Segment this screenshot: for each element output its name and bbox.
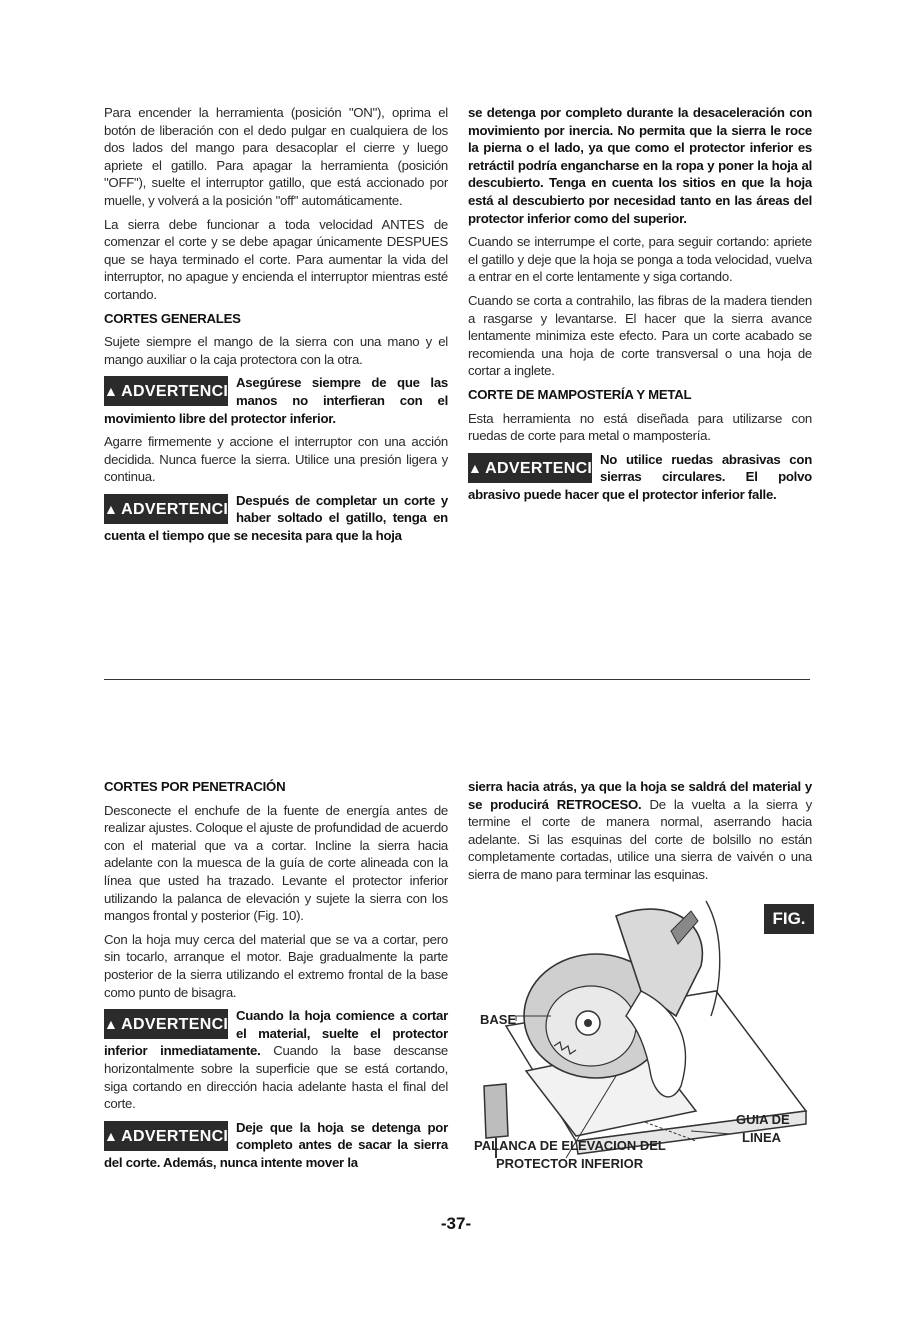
label-guide-line1: GUIA DE [736,1112,790,1127]
warning-badge: ▲ ADVERTENCIA [104,1121,228,1151]
top-right-column [468,104,812,509]
warning-hands-guard: ▲ ADVERTENCIA Asegúrese siempre de que las manos no interfieran con el movimiento libre del protector inferior. [104,375,448,426]
paragraph-disconnect: Desconecte el enchufe de la fuente de energía antes de realizar ajustes. Coloque el ajuste de profundidad de acuerdo con el material que va a cortar. Incline la sierra hacia adelante con la muesca de la guía de corte alineada con la línea que usted ha trazado. Levante el protector inferior utilizando la palanca de elevación y sujete la sierra con los mangos frontal y posterior (Fig. 10). [104,802,448,924]
label-lever-line2: PROTECTOR INFERIOR [496,1156,644,1171]
warning-abrasive-wheels: ▲ ADVERTENCIA No utilice ruedas abrasivas con sierras circulares. El polvo abrasivo puede hacer que el protector inferior falle. [468,451,812,502]
figure-10-plunge-cut [466,896,816,1186]
paragraph-blade-close: Con la hoja muy cerca del material que se va a cortar, pero sin tocarlo, arranque el motor. Baje gradualmente la parte posterior de la sierra utilizando el extremo frontal de la base como punto de bisagra. [104,931,448,1000]
warning-triangle-icon: ▲ [104,1016,119,1033]
bottom-right-column [468,778,812,890]
figure-badge: FIG. 10 [764,904,814,934]
warning-continuation: se detenga por completo durante la desaceleración con movimiento por inercia. No permita que la sierra le roce la pierna o el lado, ya que como el protector inferior es retráctil podría engancharse en la ropa y poner la hoja al descubierto. Tenga en cuenta los sitios en que la hoja está al descubierto por necesidad tanto en las áreas del protector inferior como del superior. [468,105,812,226]
heading-cortes-generales: CORTES GENERALES [104,310,241,326]
warning-badge: ▲ ADVERTENCIA [468,453,592,483]
paragraph-resume-cut: Cuando se interrumpe el corte, para seguir cortando: apriete el gatillo y deje que la hoja se ponga a toda velocidad, vuelva a entrar en el corte lentamente y siga cortando. [468,234,812,285]
paragraph-kickback: sierra hacia atrás, ya que la hoja se saldrá del material y se producirá RETROCESO. De la vuelta a la sierra y termine el corte de manera normal, aserrando hacia adelante. Si las esquinas del corte de bolsillo no están completamente cortadas, utilice una sierra de vaivén o una sierra de mano para terminar las esquinas. [468,779,812,882]
warning-triangle-icon: ▲ [104,500,119,517]
heading-plunge-cuts: CORTES POR PENETRACIÓN [104,779,286,794]
label-lever-line1: PALANCA DE ELEVACION DEL [474,1138,666,1153]
paragraph-switch-on-off: Para encender la herramienta (posición "ON"), oprima el botón de liberación con el dedo pulgar en cualquiera de los dos lados del mango para desacoplar el cierre y luego apriete el gatillo. Para apagar la herramienta (posición "OFF"), suelte el interruptor gatillo, que está accionado por muelle, y volverá a la posición "off" automáticamente. [104,105,448,208]
paragraph-full-speed: La sierra debe funcionar a toda velocidad ANTES de comenzar el corte y se debe apagar únicamente DESPUES que se haya terminado el corte. Para aumentar la vida del interruptor, no apague y encienda el interruptor mientras esté cortando. [104,216,448,302]
label-base: BASE [480,1012,517,1027]
paragraph-not-designed: Esta herramienta no está diseñada para utilizarse con ruedas de corte para metal o mampostería. [468,410,812,444]
warning-triangle-icon: ▲ [468,459,483,476]
paragraph-grip-switch: Agarre firmemente y accione el interruptor con una acción decidida. Nunca fuerce la sierra. Utilice una presión ligera y continua. [104,434,448,485]
heading-masonry-metal: CORTE DE MAMPOSTERÍA Y METAL [468,386,692,402]
warning-blade-stop: ▲ ADVERTENCIA Deje que la hoja se detenga por completo antes de sacar la sierra del corte. Además, nunca intente mover la [104,1119,448,1170]
section-divider [104,679,810,680]
paragraph-hold-saw: Sujete siempre el mango de la sierra con una mano y el mango auxiliar o la caja protectora con la otra. [104,334,448,367]
top-left-column [104,104,448,551]
bottom-left-column [104,778,448,1177]
paragraph-cross-grain: Cuando se corta a contrahilo, las fibras de la madera tienden a rasgarse y levantarse. El hacer que la sierra avance lentamente minimiza este efecto. Para un corte acabado se recomienda una hoja de corte transversal o una hoja de cortar a inglete. [468,292,812,379]
warning-triangle-icon: ▲ [104,383,119,400]
warning-release-guard: ▲ ADVERTENCIA Cuando la hoja comience a cortar el material, suelte el protector inferior inmediatamente. Cuando la base descanse horizontalmente sobre la superficie que se está cortando, siga cortando en dirección hacia adelante hasta el final del corte. [104,1008,448,1112]
warning-badge: ▲ ADVERTENCIA [104,494,228,524]
warning-blade-coast: ▲ ADVERTENCIA Después de completar un corte y haber soltado el gatillo, tenga en cuenta el tiempo que se necesita para que la hoja [104,492,448,544]
label-guide-line2: LINEA [742,1130,781,1145]
page-number: -37- [440,1214,472,1233]
warning-badge: ▲ ADVERTENCIA [104,1009,228,1039]
warning-badge: ▲ ADVERTENCIA [104,376,228,406]
warning-triangle-icon: ▲ [104,1127,119,1144]
